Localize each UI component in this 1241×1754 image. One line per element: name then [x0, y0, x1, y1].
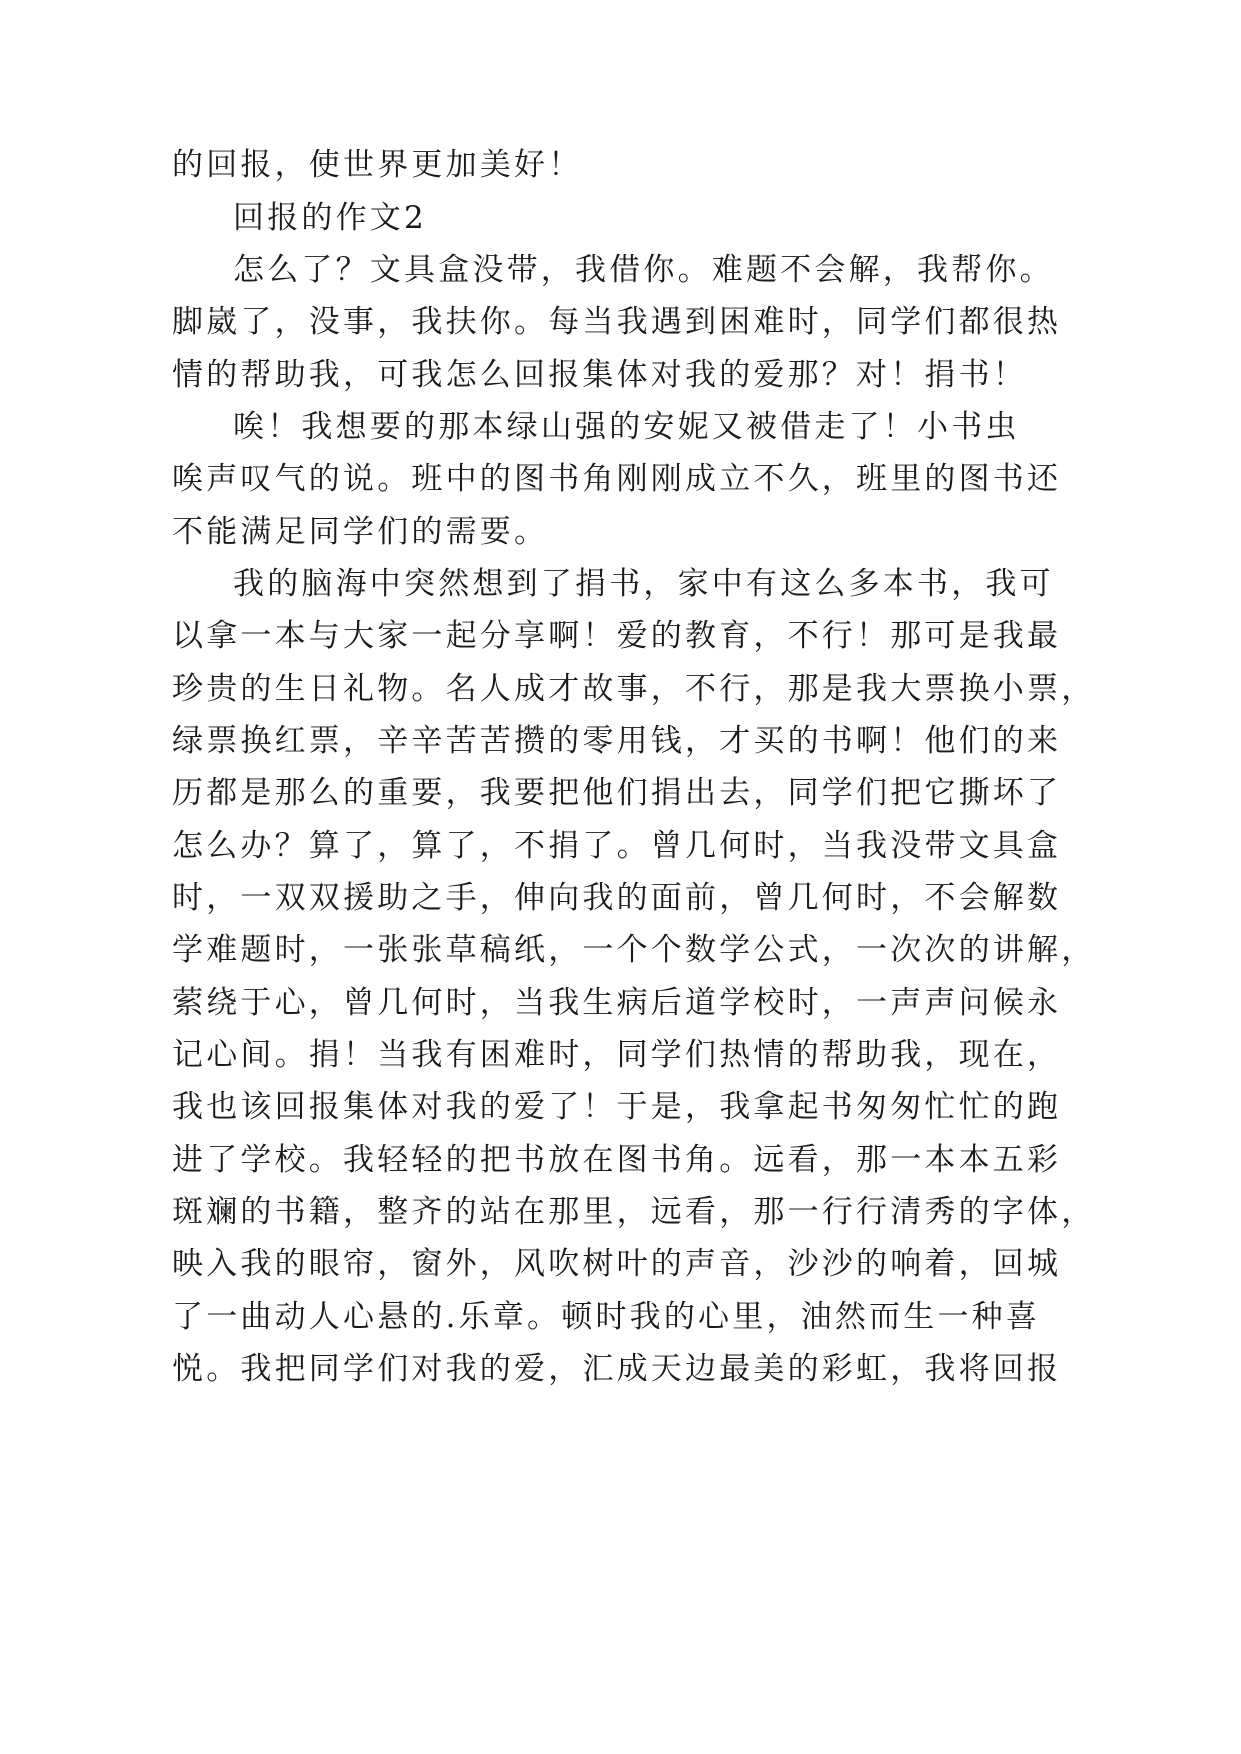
text-line: 学难题时，一张张草稿纸，一个个数学公式，一次次的讲解， [172, 932, 1096, 968]
text-line: 历都是那么的重要，我要把他们捐出去，同学们把它撕坏了 [172, 775, 1062, 811]
text-line: 映入我的眼帘，窗外，风吹树叶的声音，沙沙的响着，回城 [172, 1246, 1062, 1282]
text-line: 记心间。捐！当我有困难时，同学们热情的帮助我，现在， [172, 1037, 1062, 1073]
text-line: 进了学校。我轻轻的把书放在图书角。远看，那一本本五彩 [172, 1142, 1062, 1178]
section-heading: 回报的作文2 [233, 200, 427, 236]
text-line: 斑斓的书籍，整齐的站在那里，远看，那一行行清秀的字体， [172, 1194, 1096, 1230]
paragraph-first-line: 怎么了？文具盒没带，我借你。难题不会解，我帮你。 [233, 252, 1054, 288]
text-line: 不能满足同学们的需要。 [172, 514, 549, 550]
paragraph-first-line: 我的脑海中突然想到了捐书，家中有这么多本书，我可 [233, 566, 1054, 602]
text-line: 情的帮助我，可我怎么回报集体对我的爱那？对！捐书！ [172, 357, 1027, 393]
text-line: 时，一双双援助之手，伸向我的面前，曾几何时，不会解数 [172, 880, 1062, 916]
text-line: 怎么办？算了，算了，不捐了。曾几何时，当我没带文具盒 [172, 828, 1062, 864]
text-line: 唉声叹气的说。班中的图书角刚刚成立不久，班里的图书还 [172, 461, 1062, 497]
text-line: 我也该回报集体对我的爱了！于是，我拿起书匆匆忙忙的跑 [172, 1089, 1062, 1125]
paragraph-first-line: 唉！我想要的那本绿山强的安妮又被借走了！小书虫 [233, 409, 1020, 445]
text-line: 悦。我把同学们对我的爱，汇成天边最美的彩虹，我将回报 [172, 1351, 1062, 1387]
text-line: 的回报，使世界更加美好！ [172, 147, 583, 183]
text-line: 萦绕于心，曾几何时，当我生病后道学校时，一声声问候永 [172, 985, 1062, 1021]
text-line: 了一曲动人心悬的.乐章。顿时我的心里，油然而生一种喜 [172, 1299, 1041, 1335]
text-line: 脚崴了，没事，我扶你。每当我遇到困难时，同学们都很热 [172, 304, 1062, 340]
text-line: 绿票换红票，辛辛苦苦攒的零用钱，才买的书啊！他们的来 [172, 723, 1062, 759]
text-line: 珍贵的生日礼物。名人成才故事，不行，那是我大票换小票， [172, 671, 1096, 707]
text-line: 以拿一本与大家一起分享啊！爱的教育，不行！那可是我最 [172, 618, 1062, 654]
